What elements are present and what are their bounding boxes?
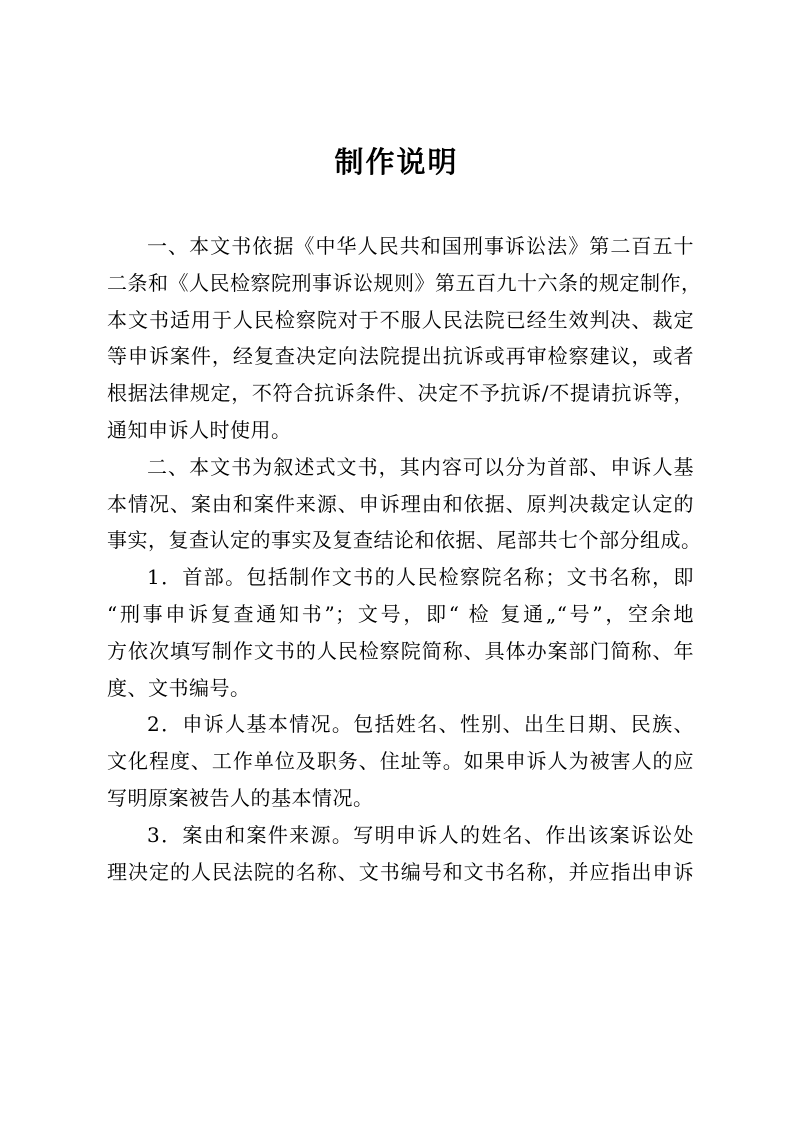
document-title: 制作说明 <box>334 145 459 179</box>
item-1-line-4: 度、文书编号。 <box>107 675 251 700</box>
paragraph-1-line-2: 二条和《人民检察院刑事诉讼规则》第五百九十六条的规定制作， <box>107 270 702 295</box>
paragraph-1-line-6: 通知申诉人时使用。 <box>107 417 292 442</box>
item-2-line-1: 2．申诉人基本情况。包括姓名、性别、出生日期、民族、 <box>147 712 694 737</box>
paragraph-1-line-3: 本文书适用于人民检察院对于不服人民法院已经生效判决、裁定 <box>107 307 694 332</box>
paragraph-2-line-1: 二、本文书为叙述式文书，其内容可以分为首部、申诉人基 <box>147 454 694 479</box>
item-2-line-3: 写明原案被告人的基本情况。 <box>107 785 374 810</box>
item-2-line-2: 文化程度、工作单位及职务、住址等。如果申诉人为被害人的应 <box>107 749 694 774</box>
item-1-line-2: “刑事申诉复查通知书”；文号，即“ 检 复通„“号”，空余地 <box>107 601 694 626</box>
item-1-line-3: 方依次填写制作文书的人民检察院简称、具体办案部门简称、年 <box>107 638 694 663</box>
item-3-line-2: 理决定的人民法院的名称、文书编号和文书名称，并应指出申诉 <box>107 859 694 884</box>
item-3-line-1: 3．案由和案件来源。写明申诉人的姓名、作出该案诉讼处 <box>147 822 694 847</box>
paragraph-1-line-1: 一、本文书依据《中华人民共和国刑事诉讼法》第二百五十 <box>147 234 694 258</box>
document-body <box>107 228 702 890</box>
item-1-line-1: 1．首部。包括制作文书的人民检察院名称；文书名称，即 <box>147 565 694 590</box>
paragraph-1-line-5: 根据法律规定，不符合抗诉条件、决定不予抗诉/不提请抗诉等， <box>107 381 694 406</box>
paragraph-2-line-2: 本情况、案由和案件来源、申诉理由和依据、原判决裁定认定的 <box>107 491 694 516</box>
paragraph-2-line-3: 事实，复查认定的事实及复查结论和依据、尾部共七个部分组成。 <box>107 528 702 553</box>
paragraph-1-line-4: 等申诉案件，经复查决定向法院提出抗诉或再审检察建议，或者 <box>107 344 694 369</box>
